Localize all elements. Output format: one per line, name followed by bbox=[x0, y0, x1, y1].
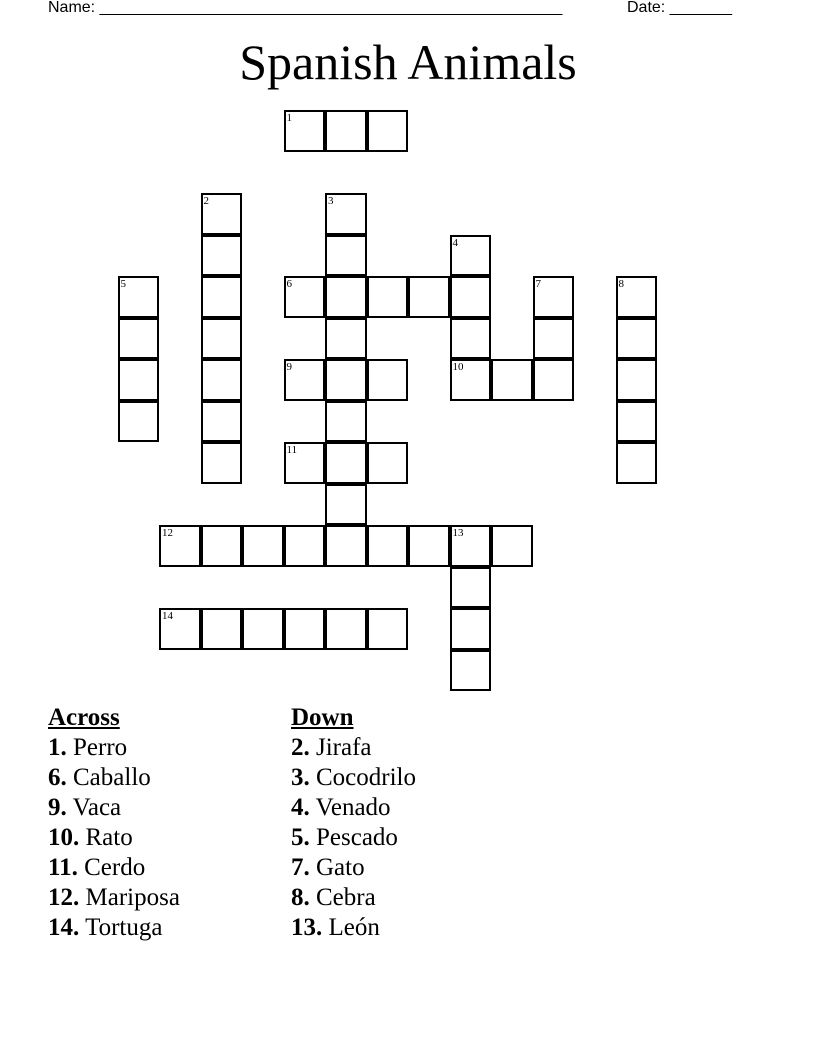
grid-cell[interactable] bbox=[325, 235, 367, 277]
cell-number: 2 bbox=[203, 195, 209, 207]
grid-cell[interactable] bbox=[201, 318, 243, 360]
grid-cell[interactable] bbox=[450, 650, 492, 692]
grid-cell[interactable] bbox=[325, 359, 367, 401]
clue-text: Rato bbox=[85, 824, 133, 851]
grid-cell[interactable] bbox=[201, 359, 243, 401]
grid-cell[interactable] bbox=[284, 110, 326, 152]
clue-text: Caballo bbox=[73, 764, 151, 791]
grid-cell[interactable] bbox=[284, 442, 326, 484]
clue-across-12 bbox=[48, 883, 180, 913]
grid-cell[interactable] bbox=[491, 359, 533, 401]
grid-cell[interactable] bbox=[201, 442, 243, 484]
grid-cell[interactable] bbox=[284, 359, 326, 401]
grid-cell[interactable] bbox=[450, 235, 492, 277]
grid-cell[interactable] bbox=[533, 359, 575, 401]
grid-cell[interactable] bbox=[367, 359, 409, 401]
clue-number: 11. bbox=[48, 854, 78, 881]
grid-cell[interactable] bbox=[616, 276, 658, 318]
grid-cell[interactable] bbox=[118, 359, 160, 401]
grid-cell[interactable] bbox=[450, 525, 492, 567]
cell-number: 4 bbox=[452, 236, 458, 249]
clue-across-6 bbox=[48, 763, 180, 793]
grid-cell[interactable] bbox=[201, 276, 243, 318]
grid-cell[interactable] bbox=[118, 276, 160, 318]
cell-number: 9 bbox=[286, 361, 292, 373]
grid-cell[interactable] bbox=[201, 608, 243, 650]
grid-cell[interactable] bbox=[242, 608, 284, 650]
across-clues bbox=[48, 703, 180, 943]
cell-number: 5 bbox=[120, 278, 126, 290]
clue-text: Gato bbox=[316, 854, 365, 881]
grid-cell[interactable] bbox=[201, 525, 243, 567]
down-clues bbox=[291, 703, 416, 943]
clue-down-3 bbox=[291, 763, 416, 793]
clue-number: 3. bbox=[291, 764, 310, 791]
clue-text: Pescado bbox=[316, 824, 398, 851]
grid-cell[interactable] bbox=[201, 193, 243, 235]
grid-cell[interactable] bbox=[367, 608, 409, 650]
clue-down-7 bbox=[291, 853, 416, 883]
clue-down-2 bbox=[291, 733, 416, 763]
clue-across-14 bbox=[48, 913, 180, 943]
clue-down-4 bbox=[291, 793, 416, 823]
cell-number: 12 bbox=[162, 527, 173, 539]
grid-cell[interactable] bbox=[450, 359, 492, 401]
grid-cell[interactable] bbox=[118, 318, 160, 360]
grid-cell[interactable] bbox=[616, 401, 658, 443]
grid-cell[interactable] bbox=[367, 525, 409, 567]
grid-cell[interactable] bbox=[242, 525, 284, 567]
grid-cell[interactable] bbox=[201, 235, 243, 277]
clue-text: Vaca bbox=[72, 794, 122, 821]
clue-number: 7. bbox=[291, 854, 310, 881]
clue-across-11 bbox=[48, 853, 180, 883]
grid-cell[interactable] bbox=[450, 608, 492, 650]
grid-cell[interactable] bbox=[367, 110, 409, 152]
grid-cell[interactable] bbox=[284, 608, 326, 650]
grid-cell[interactable] bbox=[367, 442, 409, 484]
clue-number: 4. bbox=[291, 794, 310, 821]
cell-number: 7 bbox=[535, 278, 541, 290]
across-heading: Across bbox=[48, 704, 120, 731]
clue-text: Cebra bbox=[316, 884, 376, 911]
grid-cell[interactable] bbox=[284, 276, 326, 318]
clue-number: 9. bbox=[48, 794, 67, 821]
cell-number: 13 bbox=[452, 527, 464, 539]
grid-cell[interactable] bbox=[325, 525, 367, 567]
clue-down-8 bbox=[291, 883, 416, 913]
cell-number: 8 bbox=[618, 278, 624, 290]
grid-cell[interactable] bbox=[159, 608, 201, 650]
clue-number: 10. bbox=[48, 824, 80, 851]
clue-text: León bbox=[328, 914, 380, 941]
grid-cell[interactable] bbox=[450, 567, 492, 609]
grid-cell[interactable] bbox=[325, 110, 367, 152]
cell-number: 1 bbox=[286, 112, 292, 124]
grid-cell[interactable] bbox=[616, 359, 658, 401]
clue-number: 14. bbox=[48, 914, 80, 941]
date-field-label: Date: _______ bbox=[627, 0, 732, 16]
clue-text: Cocodrilo bbox=[316, 764, 416, 791]
clue-text: Mariposa bbox=[85, 884, 180, 911]
cell-number: 10 bbox=[452, 361, 464, 373]
grid-cell[interactable] bbox=[159, 525, 201, 567]
clue-number: 8. bbox=[291, 884, 310, 911]
clue-number: 2. bbox=[291, 734, 310, 761]
clue-number: 1. bbox=[48, 734, 67, 761]
grid-cell[interactable] bbox=[367, 276, 409, 318]
grid-cell[interactable] bbox=[284, 525, 326, 567]
grid-cell[interactable] bbox=[616, 442, 658, 484]
grid-cell[interactable] bbox=[325, 276, 367, 318]
clue-number: 13. bbox=[291, 914, 323, 941]
clue-number: 6. bbox=[48, 764, 67, 791]
page-title: Spanish Animals bbox=[239, 34, 577, 90]
grid-cell[interactable] bbox=[450, 318, 492, 360]
clue-text: Tortuga bbox=[85, 914, 163, 941]
clue-down-5 bbox=[291, 823, 416, 853]
clue-across-10 bbox=[48, 823, 180, 853]
clue-text: Perro bbox=[73, 734, 128, 761]
down-heading: Down bbox=[291, 704, 354, 731]
clue-number: 5. bbox=[291, 824, 310, 851]
grid-cell[interactable] bbox=[325, 193, 367, 235]
grid-cell[interactable] bbox=[408, 276, 450, 318]
grid-cell[interactable] bbox=[616, 318, 658, 360]
clue-text: Venado bbox=[315, 794, 391, 821]
grid-cell[interactable] bbox=[325, 318, 367, 360]
grid-cell[interactable] bbox=[325, 442, 367, 484]
clue-across-9 bbox=[48, 793, 180, 823]
grid-cell[interactable] bbox=[533, 318, 575, 360]
name-field-label: Name: ____________________________________________________ bbox=[48, 0, 563, 16]
grid-cell[interactable] bbox=[533, 276, 575, 318]
cell-number: 6 bbox=[286, 278, 292, 290]
clue-down-13 bbox=[291, 913, 416, 943]
grid-cell[interactable] bbox=[201, 401, 243, 443]
cell-number: 3 bbox=[328, 195, 334, 207]
grid-cell[interactable] bbox=[491, 525, 533, 567]
cell-number: 11 bbox=[286, 444, 298, 456]
grid-cell[interactable] bbox=[325, 401, 367, 443]
grid-cell[interactable] bbox=[450, 276, 492, 318]
grid-cell[interactable] bbox=[325, 608, 367, 650]
clue-text: Jirafa bbox=[316, 734, 372, 761]
clue-text: Cerdo bbox=[84, 854, 146, 881]
grid-cell[interactable] bbox=[325, 484, 367, 526]
cell-number: 14 bbox=[162, 610, 173, 622]
clue-number: 12. bbox=[48, 884, 80, 911]
grid-cell[interactable] bbox=[408, 525, 450, 567]
grid-cell[interactable] bbox=[118, 401, 160, 443]
clue-across-1 bbox=[48, 733, 180, 763]
